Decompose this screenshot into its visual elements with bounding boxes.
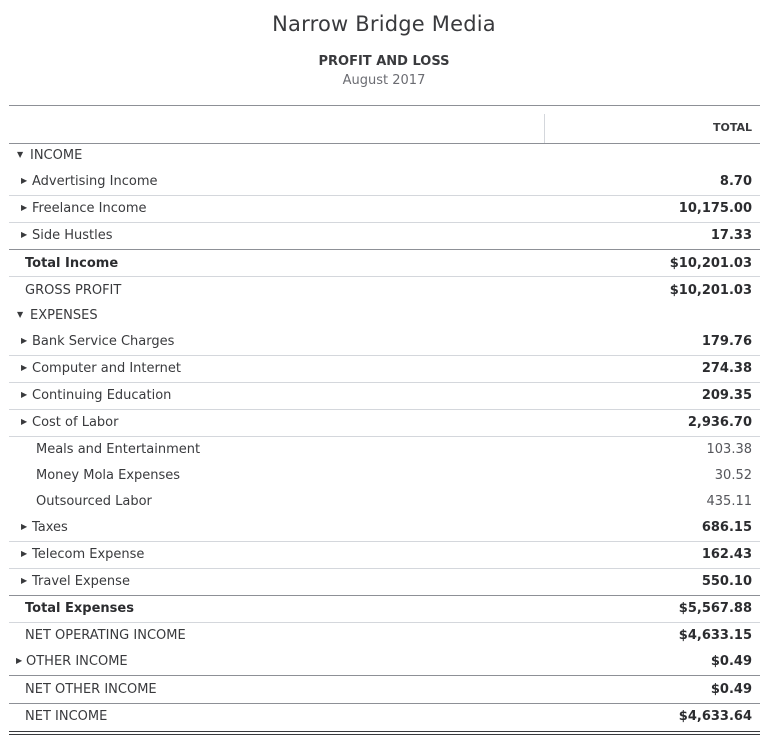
net-income-double-underline <box>9 731 760 735</box>
row-amount[interactable]: $5,567.88 <box>678 601 752 616</box>
row-amount[interactable]: 17.33 <box>710 228 752 243</box>
row-amount[interactable]: $4,633.15 <box>678 628 752 643</box>
row-label: Total Income <box>25 256 119 271</box>
row-label: Outsourced Labor <box>36 494 152 509</box>
row-label: Side Hustles <box>32 228 113 243</box>
caret-right-icon[interactable]: ▶ <box>21 417 28 426</box>
row-divider <box>9 195 760 196</box>
caret-down-icon[interactable]: ▼ <box>17 150 24 159</box>
row-amount[interactable]: 162.43 <box>701 547 752 562</box>
row-label: Total Expenses <box>25 601 134 616</box>
row-amount[interactable]: 179.76 <box>701 334 752 349</box>
row-divider <box>9 703 760 704</box>
row-label: Cost of Labor <box>32 415 119 430</box>
caret-right-icon[interactable]: ▶ <box>21 230 28 239</box>
row-divider <box>9 595 760 596</box>
caret-right-icon[interactable]: ▶ <box>21 576 28 585</box>
row-divider <box>9 382 760 383</box>
row-divider <box>9 355 760 356</box>
row-amount[interactable]: 209.35 <box>701 388 752 403</box>
row-divider <box>9 276 760 277</box>
table-top-border <box>9 105 760 106</box>
row-divider <box>9 622 760 623</box>
row-label: NET INCOME <box>25 709 108 724</box>
caret-right-icon[interactable]: ▶ <box>21 363 28 372</box>
row-label: NET OTHER INCOME <box>25 682 157 697</box>
row-label: Computer and Internet <box>32 361 181 376</box>
caret-right-icon[interactable]: ▶ <box>21 176 28 185</box>
caret-right-icon[interactable]: ▶ <box>16 656 23 665</box>
row-amount[interactable]: $10,201.03 <box>669 256 752 271</box>
caret-down-icon[interactable]: ▼ <box>17 310 24 319</box>
row-label: Continuing Education <box>32 388 172 403</box>
row-label: NET OPERATING INCOME <box>25 628 186 643</box>
row-label: Money Mola Expenses <box>36 468 181 483</box>
column-header-total[interactable]: TOTAL <box>712 121 752 134</box>
caret-right-icon[interactable]: ▶ <box>21 336 28 345</box>
row-divider <box>9 568 760 569</box>
row-label: Travel Expense <box>32 574 130 589</box>
company-name: Narrow Bridge Media <box>272 12 496 36</box>
row-amount[interactable]: 30.52 <box>714 468 752 483</box>
caret-right-icon[interactable]: ▶ <box>21 390 28 399</box>
row-amount[interactable]: $4,633.64 <box>678 709 752 724</box>
row-amount[interactable]: 686.15 <box>701 520 752 535</box>
row-label: Telecom Expense <box>32 547 145 562</box>
report-period: August 2017 <box>342 73 426 88</box>
row-amount[interactable]: 550.10 <box>701 574 752 589</box>
table-header-border <box>9 143 760 144</box>
caret-right-icon[interactable]: ▶ <box>21 203 28 212</box>
row-divider <box>9 541 760 542</box>
row-amount[interactable]: $0.49 <box>710 682 752 697</box>
row-divider <box>9 675 760 676</box>
header-divider <box>544 114 545 143</box>
caret-right-icon[interactable]: ▶ <box>21 549 28 558</box>
row-amount[interactable]: 10,175.00 <box>678 201 752 216</box>
report-title: PROFIT AND LOSS <box>318 54 450 69</box>
row-amount[interactable]: $0.49 <box>710 654 752 669</box>
row-amount[interactable]: 8.70 <box>719 174 752 189</box>
row-amount[interactable]: $10,201.03 <box>669 283 752 298</box>
row-label: Bank Service Charges <box>32 334 175 349</box>
row-amount[interactable]: 2,936.70 <box>687 415 752 430</box>
row-amount[interactable]: 103.38 <box>706 442 752 457</box>
row-divider <box>9 249 760 250</box>
row-amount[interactable]: 435.11 <box>706 494 752 509</box>
row-label: GROSS PROFIT <box>25 283 122 298</box>
row-label: Advertising Income <box>32 174 158 189</box>
row-label: INCOME <box>30 148 83 163</box>
row-label: Taxes <box>32 520 68 535</box>
row-divider <box>9 436 760 437</box>
row-label: Meals and Entertainment <box>36 442 201 457</box>
row-label: Freelance Income <box>32 201 147 216</box>
row-divider <box>9 409 760 410</box>
caret-right-icon[interactable]: ▶ <box>21 522 28 531</box>
row-label: EXPENSES <box>30 308 98 323</box>
row-divider <box>9 222 760 223</box>
table-header <box>9 114 760 143</box>
row-amount[interactable]: 274.38 <box>701 361 752 376</box>
row-label: OTHER INCOME <box>26 654 128 669</box>
